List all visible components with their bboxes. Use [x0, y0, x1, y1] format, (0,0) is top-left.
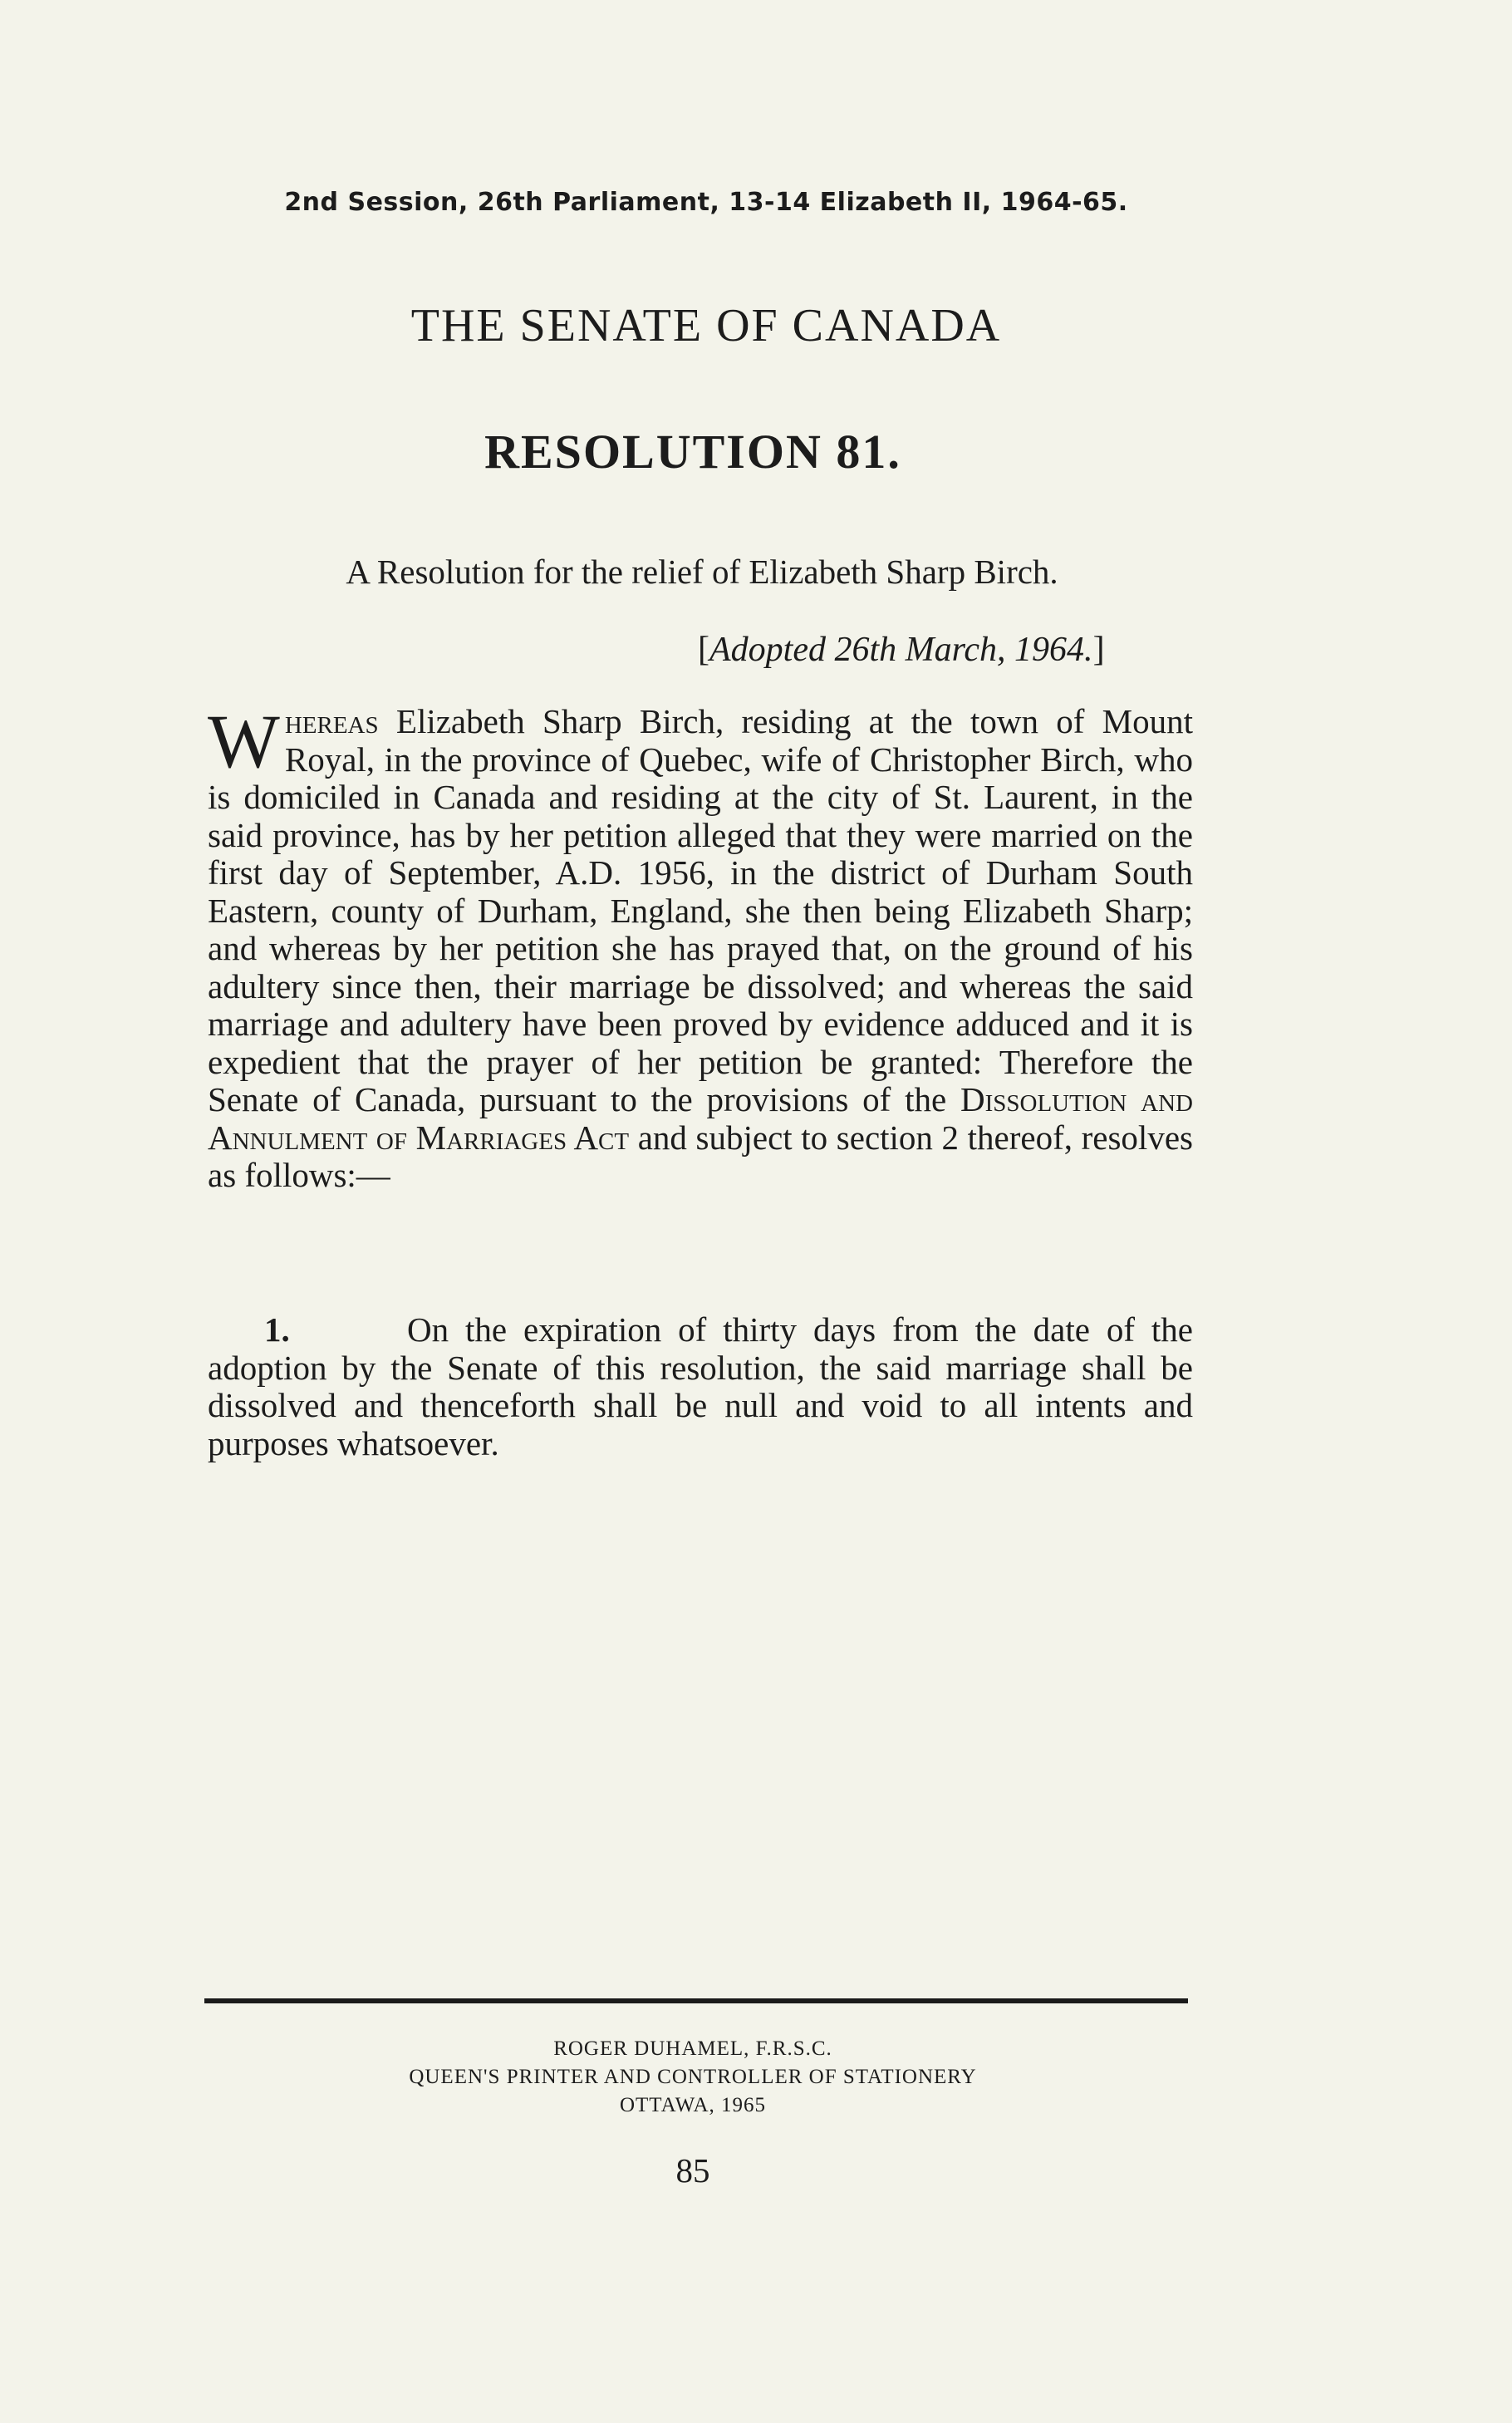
preamble-paragraph: [208, 699, 1193, 1195]
senate-heading: THE SENATE OF CANADA: [410, 300, 1002, 351]
resolution-subtitle: A Resolution for the relief of Elizabeth Sharp Birch.: [346, 553, 1058, 591]
preamble-text-2: and subject to section 2 thereof, resolves as follows:—: [208, 1118, 1193, 1194]
page-number: 85: [675, 2151, 710, 2190]
adopted-close-bracket: ]: [1092, 631, 1105, 669]
printer-title: QUEEN'S PRINTER AND CONTROLLER OF STATIONERY: [409, 2066, 977, 2088]
adopted-date: [698, 630, 1105, 670]
adopted-date-text: Adopted 26th March, 1964.: [709, 631, 1093, 669]
printer-name: ROGER DUHAMEL, F.R.S.C.: [553, 2037, 832, 2060]
clause-number: 1.: [264, 1310, 290, 1349]
session-line: 2nd Session, 26th Parliament, 13-14 Elizabeth II, 1964-65.: [284, 188, 1128, 217]
printer-place-year: OTTAWA, 1965: [619, 2094, 767, 2116]
resolution-title: RESOLUTION 81.: [484, 425, 901, 479]
adopted-open-bracket: [: [698, 631, 709, 669]
footer-divider: [204, 1998, 1188, 2003]
clause-1: [208, 1311, 1193, 1462]
clause-text: On the expiration of thirty days from the date of the adoption by the Senate of this resolution, the said marriage shall be dissolved and thenceforth shall be null and void to all intents and purposes whatsoever.: [208, 1310, 1193, 1462]
act-name: Dissolution and Annulment of Marriages Act: [208, 1080, 1193, 1157]
preamble-lead: hereas: [284, 702, 379, 740]
drop-cap: W: [208, 699, 280, 784]
preamble-text-1: Elizabeth Sharp Birch, residing at the town of Mount Royal, in the province of Quebec, wife of Christopher Birch, who is domiciled in Canada and residing at the city of St. Laurent, in the said province, has by her petition alleged that they were married on the first day of September, A.D. 1956, in the district of Durham South Eastern, county of Durham, England, she then being Elizabeth Sharp; and whereas by her petition she has prayed that, on the ground of his adultery since then, their marriage be dissolved; and whereas the said marriage and adultery have been proved by evidence adduced and it is expedient that the prayer of her petition be granted: Therefore the Senate of Canada, pursuant to the provisions of the: [208, 702, 1193, 1118]
